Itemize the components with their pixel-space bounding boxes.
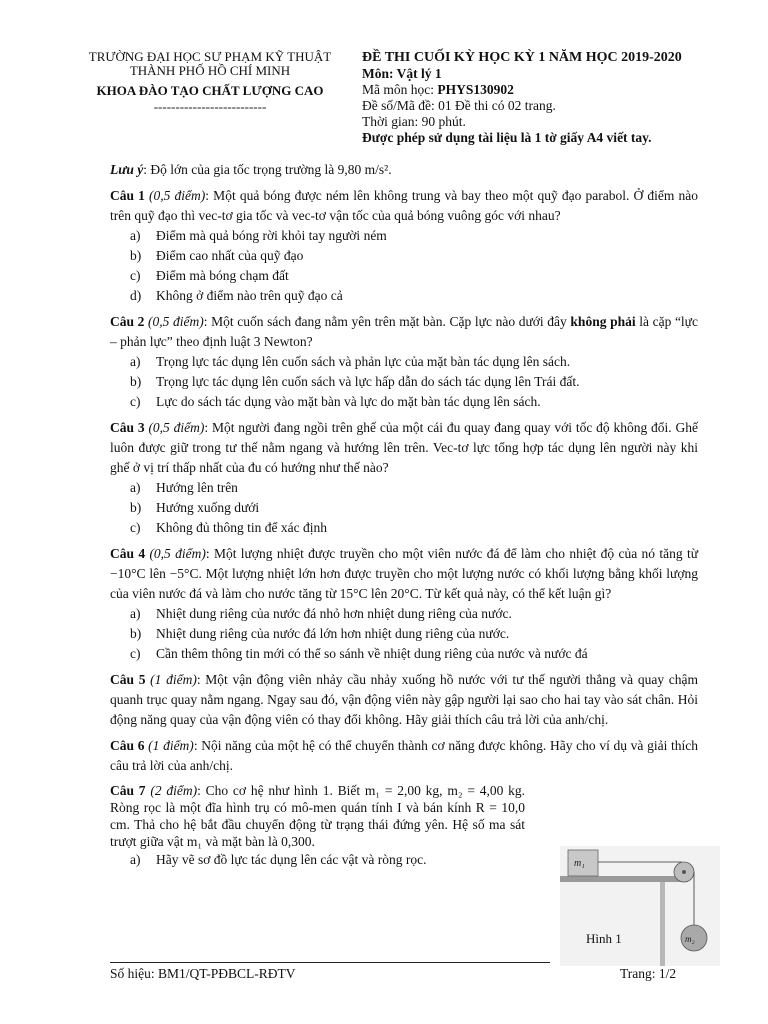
option-key: b) xyxy=(130,374,142,389)
option-text: Nhiệt dung riêng của nước đá nhỏ hơn nhiệt dung riêng của nước. xyxy=(156,606,512,621)
faculty-name: KHOA ĐÀO TẠO CHẤT LƯỢNG CAO xyxy=(96,83,324,98)
table-leg xyxy=(660,882,665,966)
question-4 xyxy=(110,544,698,664)
figure-caption: Hình 1 xyxy=(586,931,622,946)
option xyxy=(110,352,698,372)
allowed-materials: Được phép sử dụng tài liệu là 1 tờ giấy A4 viết tay. xyxy=(362,130,652,145)
question-6-points: (1 điểm) xyxy=(148,738,194,753)
option-text: Hãy vẽ sơ đồ lực tác dụng lên các vật và ròng rọc. xyxy=(156,852,427,867)
option xyxy=(110,518,698,538)
school-header xyxy=(70,50,350,114)
option-text: Cần thêm thông tin mới có thể so sánh về nhiệt dung riêng của nước và nước đá xyxy=(156,646,588,661)
option-key: a) xyxy=(130,852,141,867)
note-label: Lưu ý xyxy=(110,162,144,177)
exam-title: ĐỀ THI CUỐI KỲ HỌC KỲ 1 NĂM HỌC 2019-2020 xyxy=(362,50,682,65)
course-code: PHYS130902 xyxy=(437,82,514,97)
question-1-body: : Một quả bóng được ném lên không trung và bay theo một quỹ đạo parabol. Ở điểm nào trên quỹ đạo thì vec-tơ gia tốc và vec-tơ vận tốc của quả bóng vuông góc với nhau? xyxy=(110,188,698,223)
option-text: Điểm mà quả bóng rời khỏi tay người ném xyxy=(156,228,387,243)
question-2 xyxy=(110,312,698,412)
option-key: c) xyxy=(130,268,141,283)
option xyxy=(110,478,698,498)
question-3-options xyxy=(110,478,698,538)
question-2-head: Câu 2 xyxy=(110,314,145,329)
question-2-options xyxy=(110,352,698,412)
option-text: Điểm mà bóng chạm đất xyxy=(156,268,289,283)
option-key: b) xyxy=(130,248,142,263)
page-number: Trang: 1/2 xyxy=(620,966,677,981)
question-3-head: Câu 3 xyxy=(110,420,145,435)
question-1-text xyxy=(110,186,698,226)
option-text: Điểm cao nhất của quỹ đạo xyxy=(156,248,304,263)
figure-1 xyxy=(560,846,720,966)
question-2-emphasis: không phải xyxy=(570,314,636,329)
question-3-body: : Một người đang ngồi trên ghế của một cái đu quay đang quay với tốc độ không đổi. Ghế luôn được giữ trong tư thế nằm ngang và hướng lên trên. Vec-tơ lực tổng hợp tác dụng lên người này khi ghế ở vị trí thấp nhất của đu có hướng như thế nào? xyxy=(110,420,699,475)
exam-number: Đề số/Mã đề: 01 Đề thi có 02 trang. xyxy=(362,98,556,113)
question-6-head: Câu 6 xyxy=(110,738,145,753)
option-key: a) xyxy=(130,354,141,369)
exam-info xyxy=(362,50,742,146)
option xyxy=(110,392,698,412)
question-2-body-b: là cặp “lực – phản lực” theo định luật 3 Newton? xyxy=(110,314,698,349)
question-6-text xyxy=(110,736,698,776)
question-7-text xyxy=(110,782,525,850)
option-text: Hướng xuống dưới xyxy=(156,500,260,515)
question-1-options xyxy=(110,226,698,306)
block-m1-label: m₁ xyxy=(574,858,585,869)
option xyxy=(110,850,525,870)
option xyxy=(110,372,698,392)
school-name-line2: THÀNH PHỐ HỒ CHÍ MINH xyxy=(129,63,291,78)
question-4-text xyxy=(110,544,698,604)
option xyxy=(110,604,698,624)
question-1-head: Câu 1 xyxy=(110,188,145,203)
question-5-head: Câu 5 xyxy=(110,672,146,687)
question-6-body: : Nội năng của một hệ có thể chuyển thành cơ năng được không. Hãy cho ví dụ và giải thích câu trả lời của anh/chị. xyxy=(110,738,699,773)
question-2-body-a: : Một cuốn sách đang nằm yên trên mặt bàn. Cặp lực nào dưới đây xyxy=(203,314,571,329)
question-7-body: : Cho cơ hệ như hình 1. Biết m₁ = 2,00 kg, m₂ = 4,00 kg. Ròng rọc là một đĩa hình trụ có mô-men quán tính I và bán kính R = 10,0 cm. Thả cho hệ bắt đầu chuyển động từ trạng thái đứng yên. Hệ số ma sát trượt giữa vật m₁ và mặt bàn là 0,300. xyxy=(110,783,525,849)
question-3-points: (0,5 điểm) xyxy=(148,420,205,435)
option xyxy=(110,266,698,286)
note-paragraph xyxy=(110,160,698,180)
mass-m2-label: m₂ xyxy=(685,934,695,944)
option-text: Không đủ thông tin để xác định xyxy=(156,520,327,535)
option-key: c) xyxy=(130,646,141,661)
note-text: : Độ lớn của gia tốc trọng trường là 9,80 m/s². xyxy=(143,162,392,177)
option-key: a) xyxy=(130,480,141,495)
option-text: Không ở điểm nào trên quỹ đạo cả xyxy=(156,288,343,303)
option-text: Lực do sách tác dụng vào mặt bàn và lực do mặt bàn tác dụng lên sách. xyxy=(156,394,541,409)
pulley-system-diagram xyxy=(560,846,720,966)
question-7-options xyxy=(110,850,525,870)
question-3-text xyxy=(110,418,698,478)
course-code-row xyxy=(362,82,742,98)
question-6 xyxy=(110,736,698,776)
header-divider: -------------------------- xyxy=(153,99,267,114)
question-4-head: Câu 4 xyxy=(110,546,146,561)
option-text: Hướng lên trên xyxy=(156,480,238,495)
option-key: b) xyxy=(130,626,142,641)
option xyxy=(110,644,698,664)
course-code-label: Mã môn học: xyxy=(362,82,438,97)
footer-divider xyxy=(110,962,550,963)
school-name-line1: TRƯỜNG ĐẠI HỌC SƯ PHẠM KỸ THUẬT xyxy=(88,49,332,64)
question-7 xyxy=(110,782,525,870)
question-5-text xyxy=(110,670,698,730)
question-1 xyxy=(110,186,698,306)
option-key: c) xyxy=(130,394,141,409)
question-5-body: : Một vận động viên nhảy cầu nhảy xuống hồ nước với tư thế người thẳng và quay chậm quanh trục quay nằm ngang. Ngay sau đó, vận động viên này gập người lại sao cho hai tay vào sát chân. Hỏi động năng quay của vận động viên có thay đổi không. Hãy giải thích câu trả lời của anh/chị. xyxy=(110,672,699,727)
option xyxy=(110,226,698,246)
question-2-text xyxy=(110,312,698,352)
question-4-options xyxy=(110,604,698,664)
exam-body xyxy=(110,160,698,870)
option xyxy=(110,498,698,518)
option-key: a) xyxy=(130,228,141,243)
question-1-points: (0,5 điểm) xyxy=(149,188,206,203)
question-2-points: (0,5 điểm) xyxy=(148,314,204,329)
table-top xyxy=(560,876,688,882)
option-key: c) xyxy=(130,520,141,535)
option-key: b) xyxy=(130,500,142,515)
option-key: d) xyxy=(130,288,142,303)
question-7-points: (2 điểm) xyxy=(150,783,198,798)
option xyxy=(110,286,698,306)
question-4-points: (0,5 điểm) xyxy=(149,546,206,561)
question-7-head: Câu 7 xyxy=(110,783,146,798)
exam-subject: Môn: Vật lý 1 xyxy=(362,66,442,81)
document-code: Số hiệu: BM1/QT-PĐBCL-RĐTV xyxy=(110,966,296,981)
option xyxy=(110,246,698,266)
question-5-points: (1 điểm) xyxy=(150,672,197,687)
exam-time: Thời gian: 90 phút. xyxy=(362,114,466,129)
option-text: Trọng lực tác dụng lên cuốn sách và lực hấp dẫn do sách tác dụng lên Trái đất. xyxy=(156,374,580,389)
option-text: Trọng lực tác dụng lên cuốn sách và phản lực của mặt bàn tác dụng lên sách. xyxy=(156,354,571,369)
option xyxy=(110,624,698,644)
pulley-axle xyxy=(682,870,686,874)
question-3 xyxy=(110,418,698,538)
question-5 xyxy=(110,670,698,730)
option-text: Nhiệt dung riêng của nước đá lớn hơn nhiệt dung riêng của nước. xyxy=(156,626,510,641)
question-4-body: : Một lượng nhiệt được truyền cho một viên nước đá để làm cho nhiệt độ của nó tăng từ −10°C lên −5°C. Một lượng nhiệt lớn hơn được truyền cho một lượng nước có khối lượng bằng khối lượng của viên nước đá và làm cho nước tăng từ 15°C lên 20°C. Từ kết quả này, có thể kết luận gì? xyxy=(110,546,699,601)
option-key: a) xyxy=(130,606,141,621)
